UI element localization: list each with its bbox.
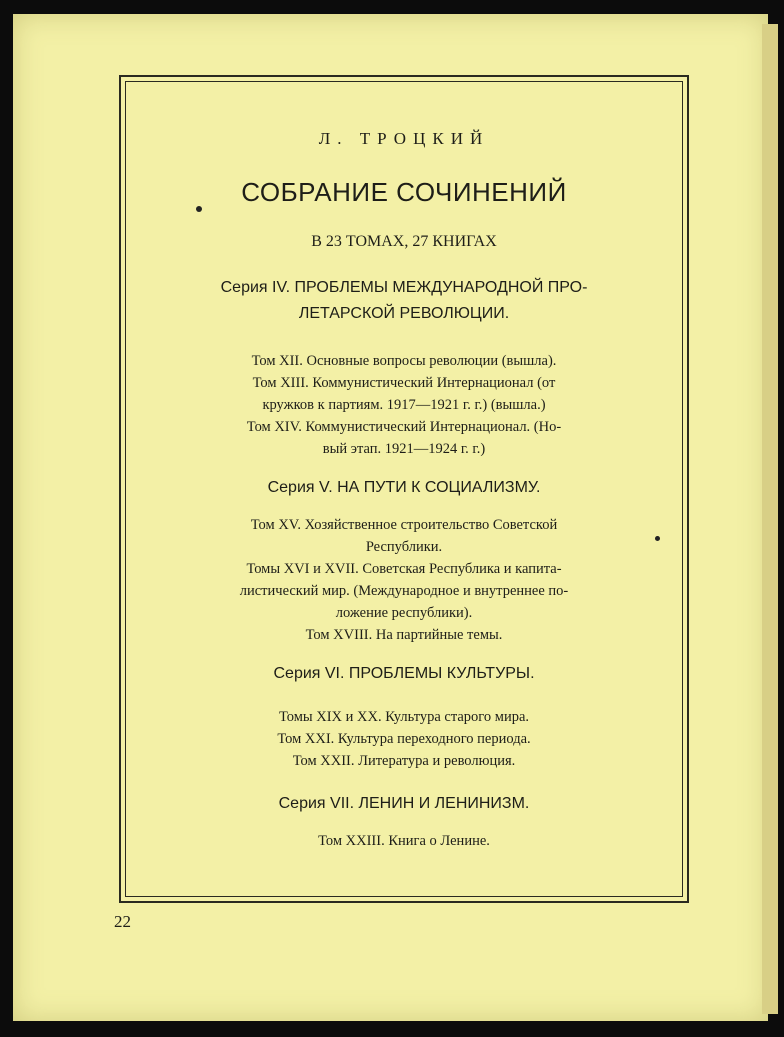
- volume-line: листический мир. (Международное и внутреннее по-: [239, 583, 569, 599]
- volume-line: кружков к партиям. 1917—1921 г. г.) (вышла.): [262, 397, 546, 413]
- page-edge: [762, 24, 778, 1014]
- content-frame: [119, 75, 689, 903]
- series-vii-heading: Серия VII. ЛЕНИН И ЛЕНИНИЗМ.: [278, 795, 530, 812]
- volume-line: Томы XVI и XVII. Советская Республика и капита-: [246, 561, 562, 577]
- volume-line: Томы XIX и XX. Культура старого мира.: [278, 709, 530, 725]
- volume-line: Том XXII. Литература и революция.: [292, 753, 516, 769]
- volume-line: Том XXIII. Книга о Ленине.: [318, 833, 490, 849]
- series-v-heading: Серия V. НА ПУТИ К СОЦИАЛИЗМУ.: [267, 479, 541, 496]
- volume-line: Том XII. Основные вопросы революции (вышла).: [251, 353, 557, 369]
- series-iv-heading-line: Серия IV. ПРОБЛЕМЫ МЕЖДУНАРОДНОЙ ПРО-: [220, 279, 588, 296]
- volume-line: Том XIII. Коммунистический Интернационал (от: [252, 375, 556, 391]
- volume-line: Том XIV. Коммунистический Интернационал. (Но-: [246, 419, 562, 435]
- collection-title: СОБРАНИЕ СОЧИНЕНИЙ: [241, 177, 567, 207]
- page-number: 22: [114, 912, 131, 931]
- volume-line: Том XXI. Культура переходного периода.: [277, 731, 531, 747]
- volume-line: ложение республики).: [335, 605, 473, 621]
- volume-line: Том XV. Хозяйственное строительство Советской: [250, 517, 558, 533]
- volume-line: вый этап. 1921—1924 г. г.): [322, 441, 486, 457]
- volume-line: Том XVIII. На партийные темы.: [305, 627, 503, 643]
- author: Л. ТРОЦКИЙ: [318, 129, 490, 148]
- collection-subtitle: В 23 ТОМАХ, 27 КНИГАХ: [311, 233, 497, 250]
- series-vi-heading: Серия VI. ПРОБЛЕМЫ КУЛЬТУРЫ.: [273, 665, 535, 682]
- volume-line: Республики.: [365, 539, 443, 555]
- series-iv-heading-line: ЛЕТАРСКОЙ РЕВОЛЮЦИИ.: [298, 305, 510, 322]
